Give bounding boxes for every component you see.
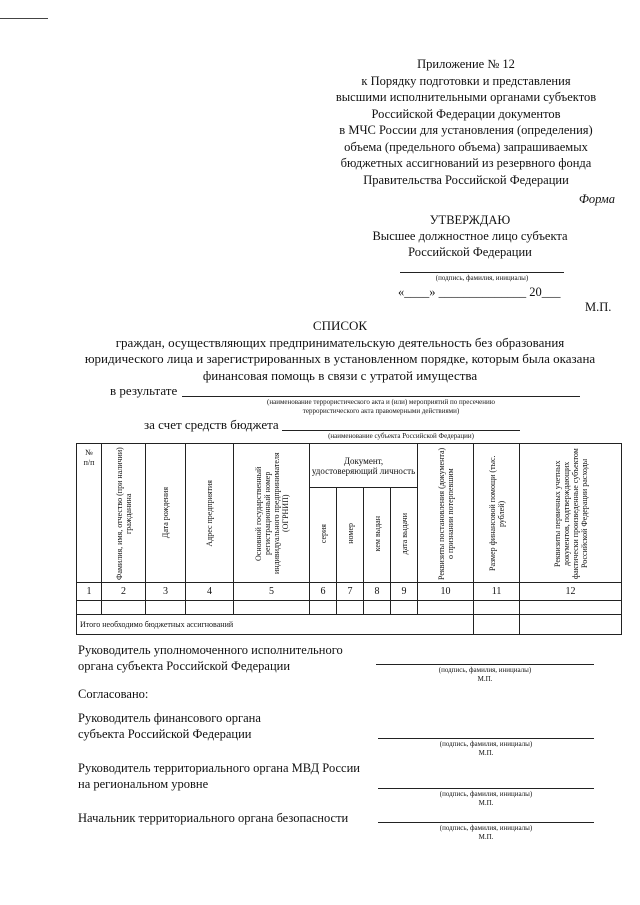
total-amount-cell[interactable]: [474, 615, 520, 635]
header-amount: Размер финансовой помощи (тыс. рублей): [474, 444, 520, 583]
signature-line-authorized[interactable]: [376, 664, 594, 665]
approval-stamp-place: М.П.: [585, 300, 612, 314]
header-issue-date: дата выдачи: [391, 488, 418, 583]
stamp-place: М.П.: [477, 675, 493, 683]
header-number: номер: [337, 488, 364, 583]
approval-block: [360, 212, 580, 260]
header-recognition: Реквизиты постановления (документа) о признании потерпевшим: [418, 444, 474, 583]
table-cell[interactable]: [418, 601, 474, 615]
budget-input-line[interactable]: [282, 430, 520, 431]
signatory-authorized-body: [78, 642, 343, 674]
header-document-group: Документ, удостоверяющий личность: [310, 444, 418, 488]
col-number: 11: [474, 583, 520, 601]
title-line: финансовая помощь в связи с утратой имущества: [202, 367, 478, 383]
header-fio: Фамилия, имя, отчество (при наличии) гражданина: [102, 444, 146, 583]
total-row: [77, 615, 622, 635]
col-number: 8: [364, 583, 391, 601]
table-cell[interactable]: [310, 601, 337, 615]
signature-line-finance[interactable]: [378, 738, 594, 739]
col-number: 5: [234, 583, 310, 601]
title-heading: СПИСОК: [312, 318, 368, 333]
signatory-line: Начальник территориального органа безопасности: [78, 811, 349, 825]
approval-line: Российской Федерации: [408, 245, 532, 259]
table-cell[interactable]: [520, 601, 622, 615]
col-number: 3: [146, 583, 186, 601]
approval-signature-line[interactable]: [400, 272, 564, 273]
result-caption-2: террористического акта правомерными действиями): [302, 407, 460, 415]
appendix-line: бюджетных ассигнований из резервного фонда: [340, 156, 592, 170]
appendix-line: объема (предельного объема) запрашиваемых: [344, 139, 588, 154]
approval-title: УТВЕРЖДАЮ: [429, 213, 511, 227]
header-address: Адрес предприятия: [186, 444, 234, 583]
col-number: 4: [186, 583, 234, 601]
total-label: Итого необходимо бюджетных ассигнований: [77, 615, 474, 635]
appendix-line: Правительства Российской Федерации: [363, 172, 569, 187]
signature-caption: (подпись, фамилия, инициалы): [439, 790, 533, 798]
signatory-finance-body: [78, 710, 261, 742]
header-num: № п/п: [77, 444, 102, 583]
header-issued-by: кем выдан: [364, 488, 391, 583]
signature-caption: (подпись, фамилия, инициалы): [439, 824, 533, 832]
header-ogrnip: Основной государственный регистрационный номер индивидуального предпринимателя (ОГРНИП): [234, 444, 310, 583]
budget-label: за счет средств бюджета: [144, 417, 279, 432]
title-line: граждан, осуществляющих предпринимательскую деятельность без образования: [115, 334, 565, 350]
appendix-line: к Порядку подготовки и представления: [361, 73, 571, 88]
table-cell[interactable]: [364, 601, 391, 615]
approval-line: Высшее должностное лицо субъекта: [372, 229, 568, 243]
table-cell[interactable]: [102, 601, 146, 615]
signatory-mvd-body: [78, 760, 360, 792]
appendix-line: Российской Федерации документов: [371, 106, 561, 121]
title-line: юридического лица и зарегистрированных в установленном порядке, которым была оказана: [84, 351, 596, 366]
table-cell[interactable]: [186, 601, 234, 615]
column-numbers-row: [77, 583, 622, 601]
result-label: в результате: [110, 383, 178, 398]
result-caption: (наименование террористического акта и (или) мероприятий по пресечению: [267, 398, 495, 406]
table-cell[interactable]: [77, 601, 102, 615]
col-number: 6: [310, 583, 337, 601]
form-label: Форма: [578, 192, 615, 206]
table-row[interactable]: [77, 601, 622, 615]
col-number: 10: [418, 583, 474, 601]
col-number: 12: [520, 583, 622, 601]
header-primary-docs: Реквизиты первичных учетных документов, подтверждающих фактически произведенные субъектом Российской Федерации расходы: [520, 444, 622, 583]
stamp-place: М.П.: [478, 833, 494, 841]
appendix-line: Приложение № 12: [417, 57, 515, 71]
col-number: 2: [102, 583, 146, 601]
appendix-line: в МЧС России для установления (определения): [339, 123, 593, 137]
stamp-place: М.П.: [478, 749, 494, 757]
appendix-block: [330, 56, 602, 188]
table-cell[interactable]: [234, 601, 310, 615]
document-title: [60, 318, 620, 384]
budget-caption: (наименование субъекта Российской Федерации): [328, 432, 474, 440]
total-primary-docs-cell[interactable]: [520, 615, 622, 635]
agreed-label: Согласовано:: [78, 687, 149, 701]
col-number: 9: [391, 583, 418, 601]
table-cell[interactable]: [391, 601, 418, 615]
signatory-line: Руководитель финансового органа: [78, 711, 261, 725]
recipients-table: [76, 443, 622, 635]
signatory-line: Руководитель уполномоченного исполнительного: [78, 643, 343, 657]
signature-caption: (подпись, фамилия, инициалы): [439, 740, 533, 748]
signatory-line: органа субъекта Российской Федерации: [78, 659, 291, 673]
result-input-line[interactable]: [182, 396, 580, 397]
approval-date[interactable]: «____» ______________ 20___: [398, 285, 561, 299]
header-birth: Дата рождения: [146, 444, 186, 583]
signatory-security-body: [78, 810, 348, 826]
col-number: 1: [77, 583, 102, 601]
approval-signature-caption: (подпись, фамилия, инициалы): [435, 274, 529, 282]
table-cell[interactable]: [337, 601, 364, 615]
signature-line-mvd[interactable]: [378, 788, 594, 789]
signatory-line: Руководитель территориального органа МВД России: [78, 761, 360, 775]
signatory-line: на региональном уровне: [78, 777, 209, 791]
signature-line-security[interactable]: [378, 822, 594, 823]
signature-caption: (подпись, фамилия, инициалы): [438, 666, 532, 674]
header-series: серия: [310, 488, 337, 583]
table-cell[interactable]: [146, 601, 186, 615]
signatory-line: субъекта Российской Федерации: [78, 727, 252, 741]
stamp-place: М.П.: [478, 799, 494, 807]
top-rule: [0, 18, 48, 19]
table-cell[interactable]: [474, 601, 520, 615]
col-number: 7: [337, 583, 364, 601]
appendix-line: высшими исполнительными органами субъектов: [335, 90, 597, 104]
